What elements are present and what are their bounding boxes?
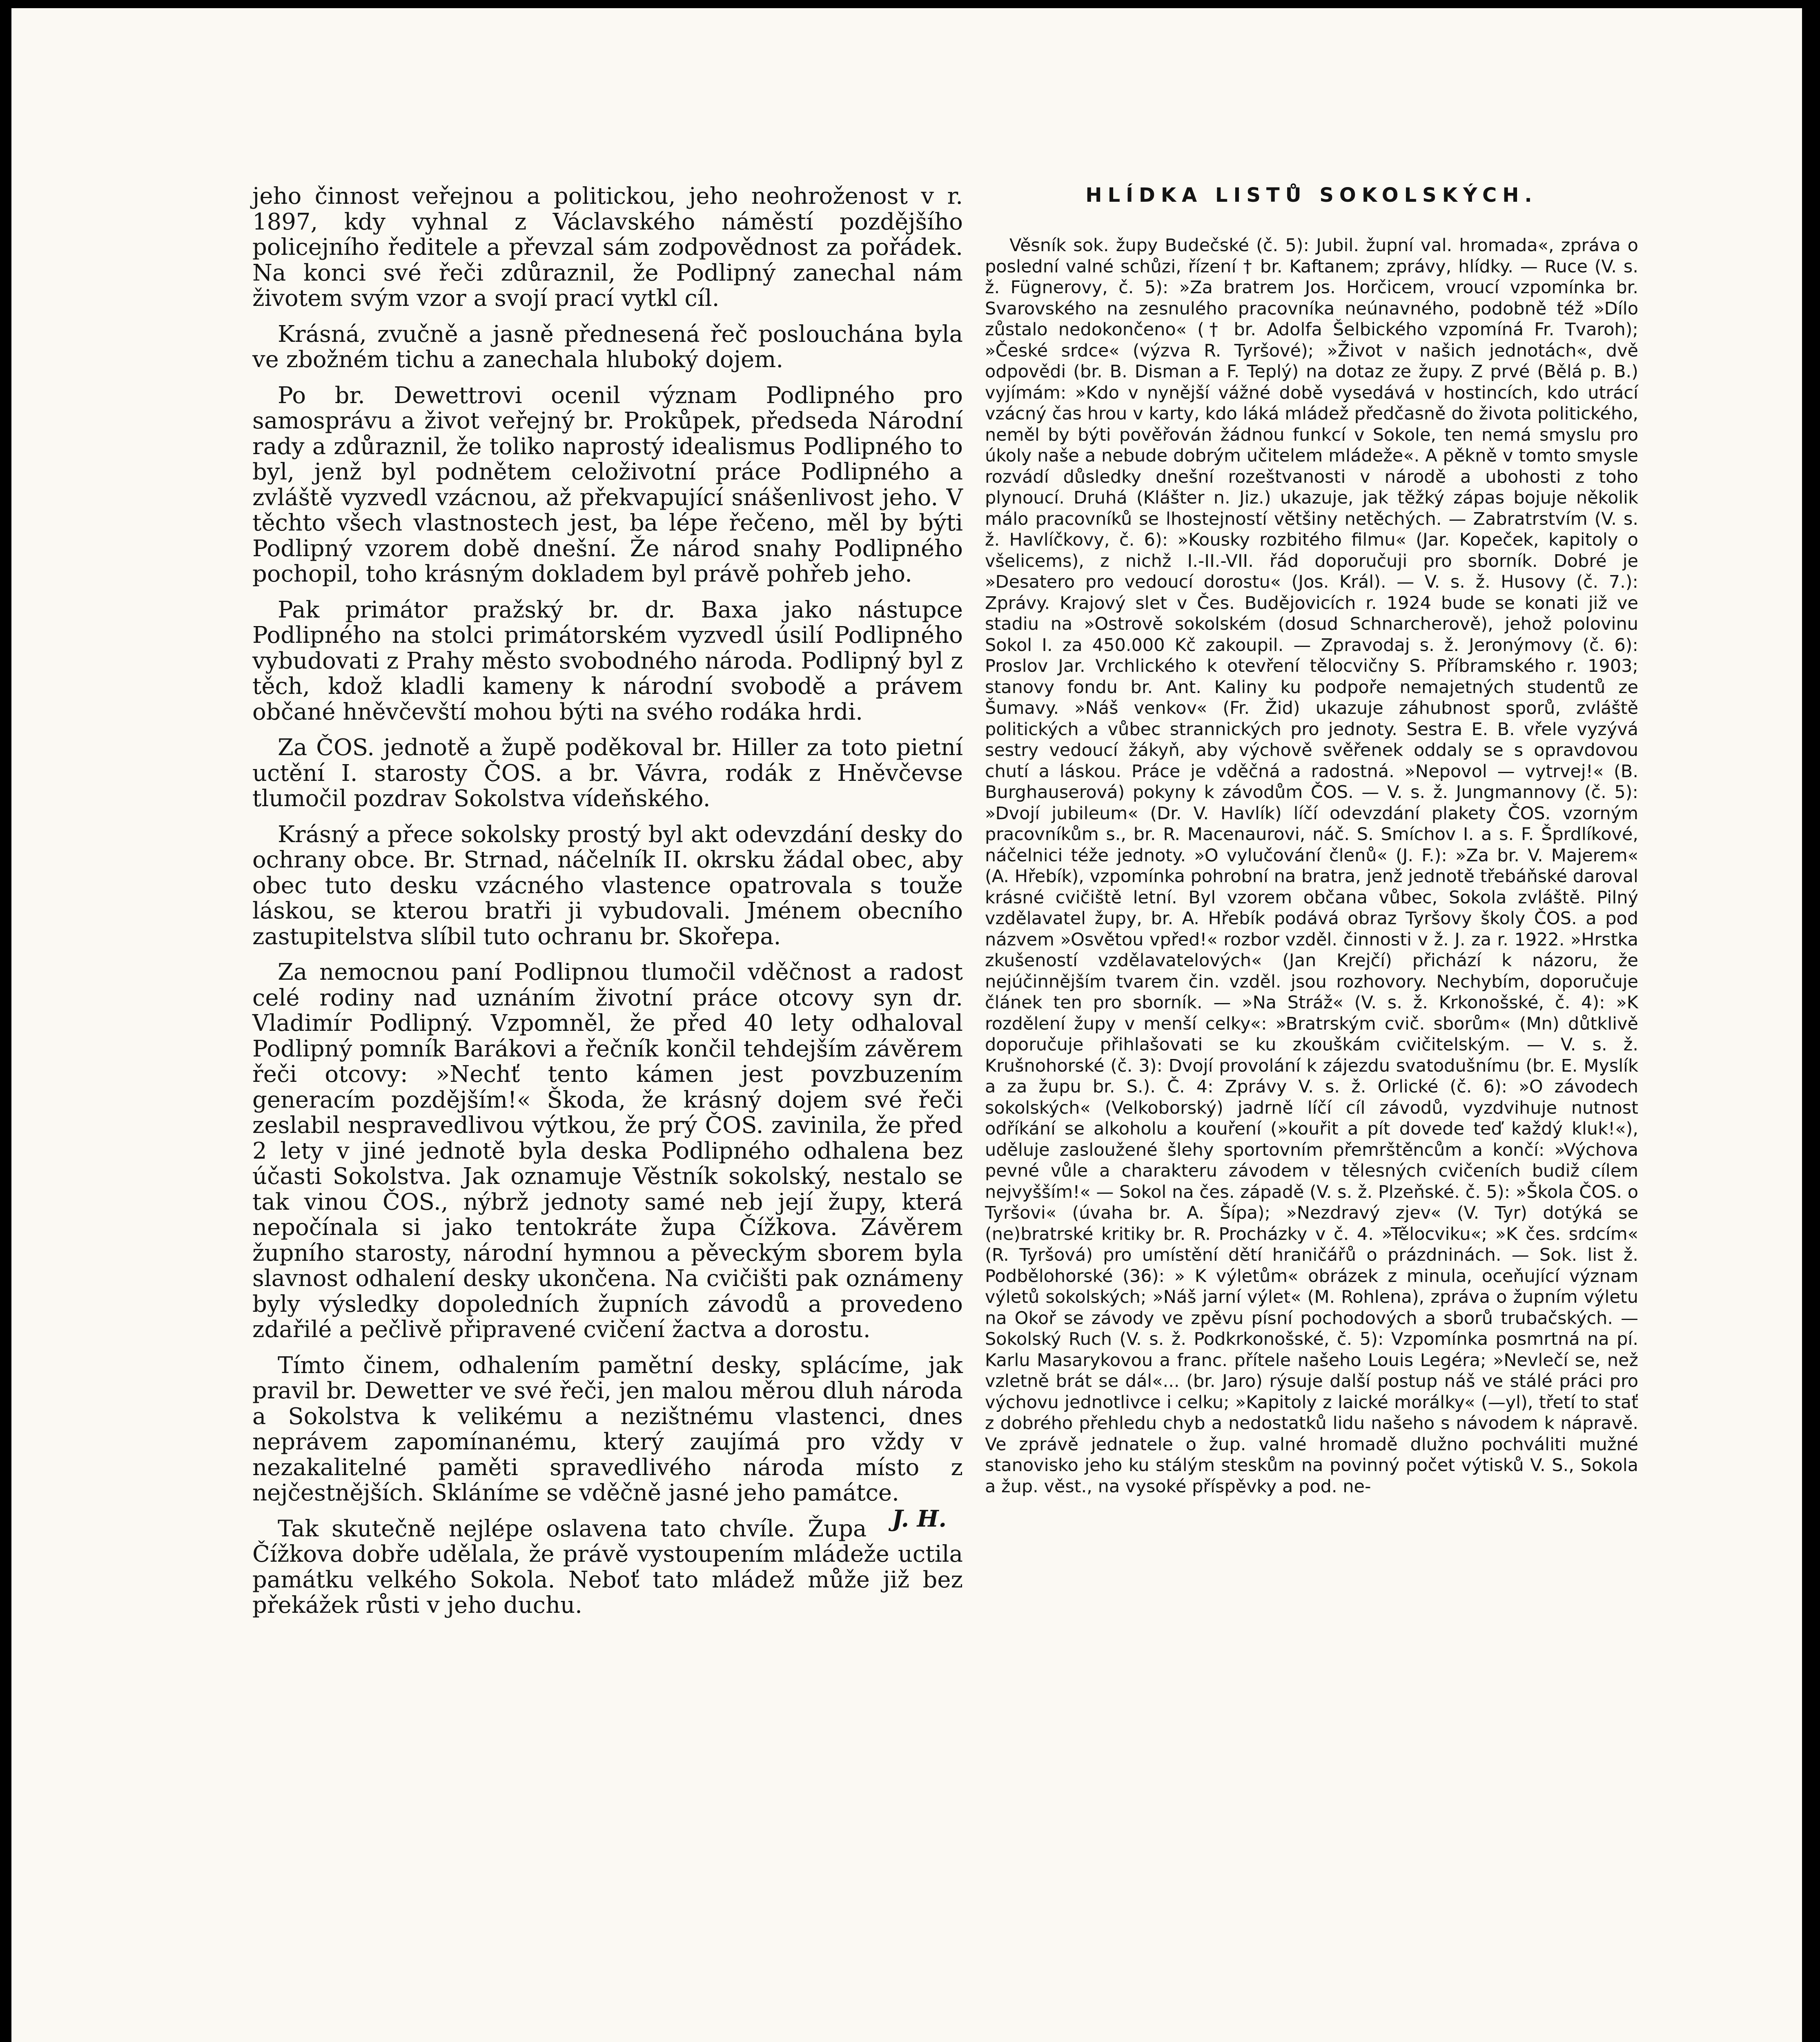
author-signature: J. H. [892,1505,947,1532]
paragraph-with-signature [252,1352,963,1532]
review-text: Věsník sok. župy Budečské (č. 5): Jubil. župní val. hromada«, zpráva o poslední valné schůzi, řízení † br. Kaftanem; zprávy, hlídky. — Ruce (V. s. ž. Fügnerovy, č. 5): »Za bratrem Jos. Horčicem, vroucí vzpomínka br. Svarovského na zesnulého pracovníka neúnavného, podobně též »Dílo zůstalo nedokončeno« († br. Adolfa Šelbického vzpomíná Fr. Tvaroh); »České srdce« (výzva R. Tyršové); »Život v našich jednotách«, dvě odpovědi (br. B. Disman a F. Teplý) na dotaz ze župy. Z prvé (Bělá p. B.) vyjímám: »Kdo v nynější vážné době vysedává v hostincích, kdo utrácí vzácný čas hrou v karty, kdo láká mládež předčasně do života politického, neměl by býti pověřován žádnou funkcí v Sokole, ten nemá smyslu pro úkoly naše a nebude dobrým učitelem mládeže«. A pěkně v tomto smysle rozvádí důsledky dnešní rozeštvanosti v národě a ubohosti z toho plynoucí. Druhá (Klášter n. Jiz.) ukazuje, jak těžký zápas bojuje několik málo pracovníků se lhostejností většiny netěchých. — Zabratrstvím (V. s. ž. Havlíčkovy, č. 6): »Kousky rozbitého filmu« (Jar. Kopeček, kapitoly o všelicems), z nichž I.-II.-VII. řád doporučuji pro sborník. Dobré je »Desatero pro vedoucí dorostu« (Jos. Král). — V. s. ž. Husovy (č. 7.): Zprávy. Krajový slet v Čes. Budějovicích r. 1924 bude se konati již ve stadiu na »Ostrově sokolském (dosud Schnarcherově), jehož polovinu Sokol I. za 450.000 Kč zakoupil. — Zpravodaj s. ž. Jeronýmovy (č. 6): Proslov Jar. Vrchlického k otevření tělocvičny S. Příbramského r. 1903; stanovy fondu br. Ant. Kaliny ku podpoře nemajetných studentů ze Šumavy. »Náš venkov« (Fr. Žid) ukazuje záhubnost sporů, zvláště politických a vůbec strannických pro jednoty. Sestra E. B. vřele vyzývá sestry vedoucí žákyň, aby výchově svěřenek oddaly se s opravdovou chutí a láskou. Práce je vděčná a radostná. »Nepovol — vytrvej!« (B. Burghauserová) pokyny k závodům ČOS. — V. s. ž. Jungmannovy (č. 5): »Dvojí jubileum« (Dr. V. Havlík) líčí odevzdání plakety ČOS. vzorným pracovníkům s., br. R. Macenaurovi, náč. S. Smíchov I. a s. F. Šprdlíkové, náčelnici téže jednoty. »O vylučování členů« (J. F.): »Za br. V. Majerem« (A. Hřebík), vzpomínka pohrobní na bratra, jenž jednotě třebáňské daroval krásné cvičiště letní. Byl vzorem občana vůbec, Sokola zvláště. Pilný vzdělavatel župy, br. A. Hřebík podává obraz Tyršovy školy ČOS. a pod názvem »Osvětou vpřed!« rozbor vzděl. činnosti v ž. J. za r. 1922. »Hrstka zkušeností vzdělavatelových« (Jan Krejčí) přichází k názoru, že nejúčinnějším tvarem čin. vzděl. jsou rozhovory. Nechybím, doporučuje článek ten pro sborník. — »Na Stráž« (V. s. ž. Krkonošské, č. 4): »K rozdělení župy v menší celky«: »Bratrským cvič. sborům« (Mn) důtklivě doporučuje přihlašovati se ku zkouškám cvičitelským. — V. s. ž. Krušnohorské (č. 3): Dvojí provolání k zájezdu svatodušnímu (br. E. Myslík a za župu br. S.). Č. 4: Zprávy V. s. ž. Orlické (č. 6): »O závodech sokolských« (Velkoborský) jadrně líčí cíl závodů, vyzdvihuje nutnost odříkání se alkoholu a kouření (»kouřit a pít dovede teď každý kluk!«), uděluje zasloužené šlehy sportovním přemrštěncům a končí: »Výchova pevné vůle a charakteru závodem v tělesných cvičeních budiž cílem nejvyšším!« — Sokol na čes. západě (V. s. ž. Plzeňské. č. 5): »Škola ČOS. o Tyršovi« (úvaha br. A. Šípa); »Nezdravý zjev« (V. Tyr) dotýká se (ne)bratrské kritiky br. R. Procházky v č. 4. »Tělocviku«; »K čes. srdcím« (R. Tyršová) pro umístění dětí hraničářů o prázdninách. — Sok. list ž. Podbělohorské (36): » K výletům« obrázek z minula, oceňující význam výletů sokolských; »Náš jarní výlet« (M. Rohlena), zpráva o župním výletu na Okoř se závody ve zpěvu písní pochodových a sborů trubačských. — Sokolský Ruch (V. s. ž. Podkrkonošské, č. 5): Vzpomínka posmrtná na pí. Karlu Masarykovou a franc. přítele našeho Louis Legéra; »Nevlečí se, než vzletně brát se dál«... (br. Jaro) rýsuje další postup náš ve stálé práci pro výchovu jednotlivce i celku; »Kapitoly z laické morálky« (—yl), třetí to stať z dobrého přehledu chyb a nedostatků lidu našeho s návodem k nápravě. Ve zprávě jednatele o žup. valné hromadě dlužno pochváliti mužné stanovisko jeho ku stálým steskům na povinný počet výtisků V. S., Sokola a žup. věst., na vysoké příspěvky a pod. ne- [985,235,1638,1497]
paragraph: jeho činnost veřejnou a politickou, jeho neohroženost v r. 1897, kdy vyhnal z Václavského náměstí pozdějšího policejního ředitele a převzal sám zodpovědnost za pořádek. Na konci své řeči zdůraznil, že Podlipný zanechal nám životem svým vzor a svojí prací vytkl cíl. [252,183,963,312]
left-column [252,184,963,1629]
paragraph: Krásná, zvučně a jasně přednesená řeč poslouchána byla ve zbožném tichu a zanechala hluboký dojem. [252,321,963,373]
paragraph: Po br. Dewettrovi ocenil význam Podlipného pro samosprávu a život veřejný br. Prokůpek, předseda Národní rady a zdůraznil, že toliko naprostý idealismus Podlipného to byl, jenž byl podnětem celoživotní práce Podlipného a zvláště vyzvedl vzácnou, až překvapující snášenlivost jeho. V těchto všech vlastnostech jest, ba lépe řečeno, měl by býti Podlipný vzorem době dnešní. Že národ snahy Podlipného pochopil, toho krásným dokladem byl právě pohřeb jeho. [252,382,963,587]
paragraph-text: Tímto činem, odhalením pamětní desky, splácíme, jak pravil br. Dewetter ve své řeči, jen malou měrou dluh národa a Sokolstva k velikému a nezištnému vlastenci, dnes neprávem zapomínanému, který zaujímá pro vždy v nezakalitelné paměti spravedlivého národa místo z nejčestnějších. Skláníme se vděčně jasné jeho památce. [252,1352,963,1506]
right-column [985,184,1638,1497]
scanned-page [11,8,1802,2042]
paragraph: Pak primátor pražský br. dr. Baxa jako nástupce Podlipného na stolci primátorském vyzvedl úsilí Podlipného vybudovati z Prahy město svobodného národa. Podlipný byl z těch, kdož kladli kameny k národní svobodě a právem občané hněvčevští mohou býti na svého rodáka hrdi. [252,596,963,725]
paragraph: Za nemocnou paní Podlipnou tlumočil vděčnost a radost celé rodiny nad uznáním životní práce otcovy syn dr. Vladimír Podlipný. Vzpomněl, že před 40 lety odhaloval Podlipný pomník Barákovi a řečník končil tehdejším závěrem řeči otcovy: »Nechť tento kámen jest povzbuzením generacím pozdějším!« Škoda, že krásný dojem své řeči zeslabil nespravedlivou výtkou, že prý ČOS. zavinila, že před 2 lety v jiné jednotě byla deska Podlipného odhalena bez účasti Sokolstva. Jak oznamuje Věstník sokolský, nestalo se tak vinou ČOS., nýbrž jednoty samé neb její župy, která nepočínala si jako tentokráte župa Čížkova. Závěrem župního starosty, národní hymnou a pěveckým sborem byla slavnost odhalení desky ukončena. Na cvičišti pak oznámeny byly výsledky dopoledních župních závodů a provedeno zdařilé a pečlivě připravené cvičení žactva a dorostu. [252,959,963,1343]
paragraph: Krásný a přece sokolsky prostý byl akt odevzdání desky do ochrany obce. Br. Strnad, náčelník II. okrsku žádal obec, aby obec tuto desku vzácného vlastence opatrovala s touže láskou, se kterou bratři ji vybudovali. Jménem obecního zastupitelstva slíbil tuto ochranu br. Skořepa. [252,821,963,950]
section-heading: HLÍDKA LISTŮ SOKOLSKÝCH. [1085,184,1538,207]
paragraph: Tak skutečně nejlépe oslavena tato chvíle. Župa Čížkova dobře udělala, že právě vystoupením mládeže uctila památku velkého Sokola. Neboť tato mládež může již bez překážek růsti v jeho duchu. [252,1515,963,1618]
paragraph: Za ČOS. jednotě a župě poděkoval br. Hiller za toto pietní uctění I. starosty ČOS. a br. Vávra, rodák z Hněvčevse tlumočil pozdrav Sokolstva vídeňského. [252,734,963,812]
